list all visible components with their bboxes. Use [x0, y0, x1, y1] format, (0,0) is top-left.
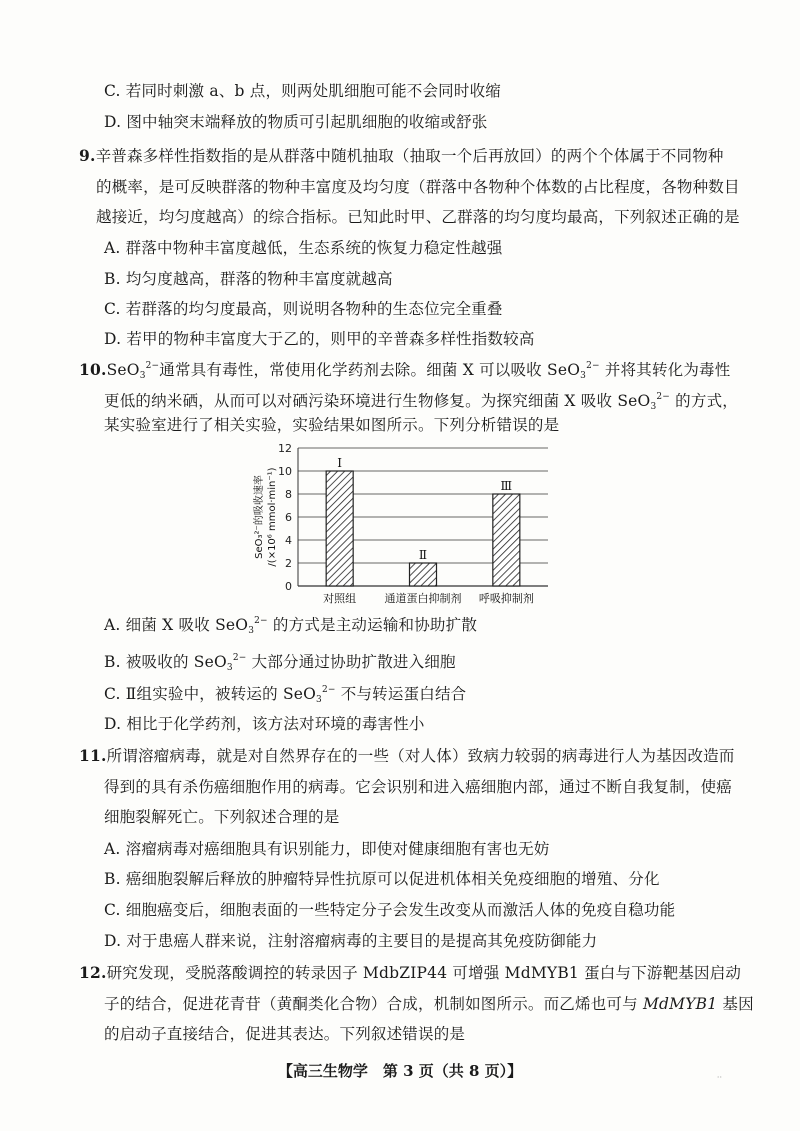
- q8-option-c: C. 若同时刺激 a、b 点，则两处肌细胞可能不会同时收缩: [104, 82, 501, 100]
- ion-formula: SeO$_3^{2-}$: [617, 392, 671, 412]
- q9-stem-line-1: [79, 145, 724, 167]
- y-axis-title-line-2: /(×10⁶ mmol·min⁻¹): [267, 467, 278, 567]
- x-category-label: 呼吸抑制剂: [478, 592, 534, 605]
- bar-label: Ⅲ: [500, 479, 513, 493]
- q10-stem-line-2: 更低的纳米硒，从而可以对硒污染环境进行生物修复。为探究细菌 X 吸收 SeO$_3^{2-}$ 的方式，: [104, 392, 738, 412]
- q10-option-a: A. 细菌 X 吸收 SeO$_3^{2-}$ 的方式是主动运输和协助扩散: [104, 616, 478, 636]
- q10-option-d: D. 相比于化学药剂，该方法对环境的毒害性小: [104, 715, 425, 733]
- ion-formula: SeO$_3^{2-}$: [547, 361, 600, 381]
- ion-formula: SeO$_3^{2-}$: [282, 685, 336, 705]
- gene-name: MdMYB1: [642, 995, 718, 1013]
- q9-option-a: A. 群落中物种丰富度越低，生态系统的恢复力稳定性越强: [104, 239, 503, 257]
- chart-svg: [248, 440, 568, 610]
- x-category-label: 对照组: [323, 592, 357, 605]
- bar-2: [410, 563, 437, 586]
- q10-number: 10.: [79, 360, 107, 379]
- q11-stem-line-3: 细胞裂解死亡。下列叙述合理的是: [104, 808, 340, 826]
- q11-stem-line-2: 得到的具有杀伤癌细胞作用的病毒。它会识别和进入癌细胞内部，通过不断自我复制，使癌: [104, 778, 733, 796]
- q11-stem-line-1: 11.所谓溶瘤病毒，就是对自然界存在的一些（对人体）致病力较弱的病毒进行人为基因改造而: [79, 746, 735, 765]
- q11-option-a: A. 溶瘤病毒对癌细胞具有识别能力，即使对健康细胞有害也无妨: [104, 840, 550, 858]
- bar-1: [326, 471, 353, 586]
- ion-formula: SeO$_3^{2-}$: [106, 361, 160, 381]
- y-tick-label: 6: [285, 511, 292, 524]
- corner-mark: ··: [716, 1073, 722, 1082]
- q10-option-c: C. Ⅱ组实验中，被转运的 SeO$_3^{2-}$ 不与转运蛋白结合: [104, 685, 467, 705]
- q11-option-b: B. 癌细胞裂解后释放的肿瘤特异性抗原可以促进机体相关免疫细胞的增殖、分化: [104, 870, 660, 888]
- y-axis-title: [252, 467, 278, 566]
- q12-stem-line-3: 的启动子直接结合，促进其表达。下列叙述错误的是: [104, 1025, 466, 1043]
- q8-option-d: D. 图中轴突末端释放的物质可引起肌细胞的收缩或舒张: [104, 113, 488, 131]
- y-tick-label: 4: [285, 534, 292, 547]
- page-footer: 【高三生物学 第 3 页（共 8 页）】: [277, 1062, 523, 1080]
- q9-stem-1: 辛普森多样性指数指的是从群落中随机抽取（抽取一个后再放回）的两个个体属于不同物种: [95, 147, 724, 165]
- y-tick-label: 12: [278, 442, 292, 455]
- q9-number: 9.: [79, 146, 96, 165]
- bar-label: Ⅰ: [337, 456, 343, 470]
- y-tick-label: 2: [285, 557, 292, 570]
- y-axis-title-line-1: SeO₃²⁻的吸收速率: [254, 475, 265, 559]
- q11-number: 11.: [79, 746, 107, 765]
- q9-option-c: C. 若群落的均匀度最高，则说明各物种的生态位完全重叠: [104, 300, 503, 318]
- q12-number: 12.: [79, 963, 107, 982]
- q9-option-d: D. 若甲的物种丰富度大于乙的，则甲的辛普森多样性指数较高: [104, 330, 535, 348]
- x-category-label: 通道蛋白抑制剂: [384, 592, 462, 605]
- q10-stem-line-3: 某实验室进行了相关实验，实验结果如图所示。下列分析错误的是: [104, 416, 560, 434]
- y-tick-label: 0: [285, 580, 292, 593]
- q12-stem-line-2: 子的结合，促进花青苷（黄酮类化合物）合成，机制如图所示。而乙烯也可与 MdMYB1 基因: [104, 995, 754, 1013]
- bar-3: [493, 494, 520, 586]
- q12-stem-line-1: 12.研究发现，受脱落酸调控的转录因子 MdbZIP44 可增强 MdMYB1 蛋白与下游靶基因启动: [79, 963, 742, 982]
- ion-formula: SeO$_3^{2-}$: [193, 653, 247, 673]
- uptake-rate-bar-chart: [248, 440, 568, 610]
- q11-option-c: C. 细胞癌变后，细胞表面的一些特定分子会发生改变从而激活人体的免疫自稳功能: [104, 901, 676, 919]
- ion-formula: SeO$_3^{2-}$: [215, 616, 268, 636]
- y-tick-label: 8: [285, 488, 292, 501]
- q10-option-b: B. 被吸收的 SeO$_3^{2-}$ 大部分通过协助扩散进入细胞: [104, 653, 456, 673]
- bar-label: Ⅱ: [418, 548, 428, 562]
- q11-option-d: D. 对于患癌人群来说，注射溶瘤病毒的主要目的是提高其免疫防御能力: [104, 932, 598, 950]
- y-tick-label: 10: [278, 465, 292, 478]
- q9-option-b: B. 均匀度越高，群落的物种丰富度就越高: [104, 270, 393, 288]
- q9-stem-line-3: 越接近，均匀度越高）的综合指标。已知此时甲、乙群落的均匀度均最高，下列叙述正确的是: [96, 208, 740, 226]
- q10-stem-line-1: 10.SeO$_3^{2-}$通常具有毒性，常使用化学药剂去除。细菌 X 可以吸收 SeO$_3^{2-}$ 并将其转化为毒性: [79, 360, 731, 381]
- q9-stem-line-2: 的概率，是可反映群落的物种丰富度及均匀度（群落中各物种个体数的占比程度，各物种数目: [96, 178, 740, 196]
